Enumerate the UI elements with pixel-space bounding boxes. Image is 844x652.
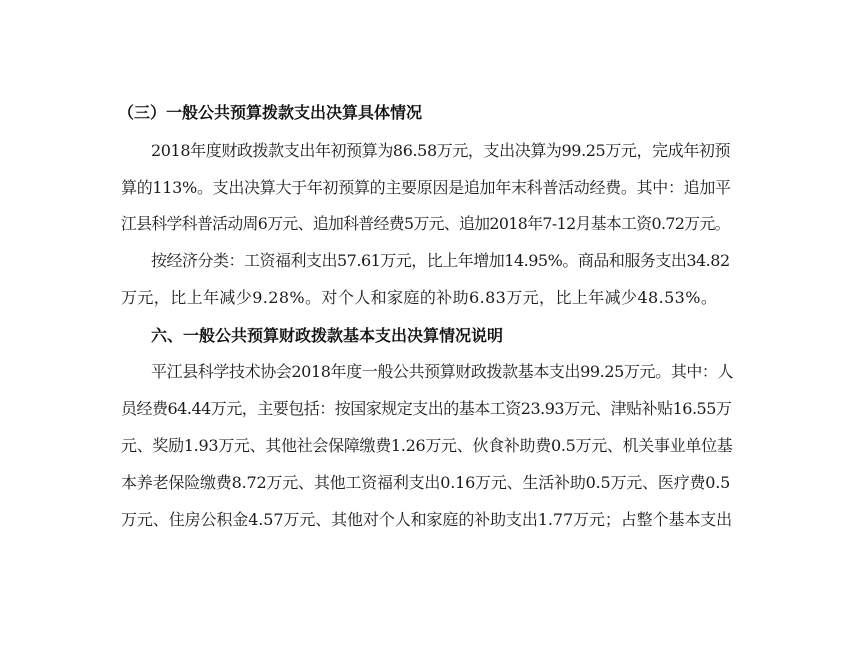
- section-6-para1-line-3: 元、奖励1.93万元、其他社会保障缴费1.26万元、伙食补助费0.5万元、机关事业单位基: [121, 436, 733, 455]
- section-3-para2-line-2: 万元，比上年减少9.28%。对个人和家庭的补助6.83万元，比上年减少48.53%。: [121, 288, 718, 307]
- section-3-para2-line-1: 按经济分类：工资福利支出57.61万元，比上年增加14.95%。商品和服务支出34.82: [151, 251, 730, 270]
- section-3-para1-line-2: 算的113%。支出决算大于年初预算的主要原因是追加年末科普活动经费。其中：追加平: [121, 178, 731, 197]
- section-6-para1-line-4: 本养老保险缴费8.72万元、其他工资福利支出0.16万元、生活补助0.5万元、医疗费0.5: [121, 473, 731, 492]
- section-3-heading: （三）一般公共预算拨款支出决算具体情况: [118, 103, 423, 122]
- section-6-para1-line-1: 平江县科学技术协会2018年度一般公共预算财政拨款基本支出99.25万元。其中：人: [151, 362, 734, 381]
- section-6-para1-line-5: 万元、住房公积金4.57万元、其他对个人和家庭的补助支出1.77万元；占整个基本支出: [121, 510, 733, 529]
- section-6-para1-line-2: 员经费64.44万元，主要包括：按国家规定支出的基本工资23.93万元、津贴补贴16.55万: [121, 399, 732, 418]
- section-6-heading: 六、一般公共预算财政拨款基本支出决算情况说明: [151, 326, 504, 345]
- section-3-para1-line-3: 江县科学科普活动周6万元、追加科普经费5万元、追加2018年7-12月基本工资0.72万元。: [121, 214, 730, 233]
- section-3-para1-line-1: 2018年度财政拨款支出年初预算为86.58万元，支出决算为99.25万元，完成年初预: [151, 141, 731, 160]
